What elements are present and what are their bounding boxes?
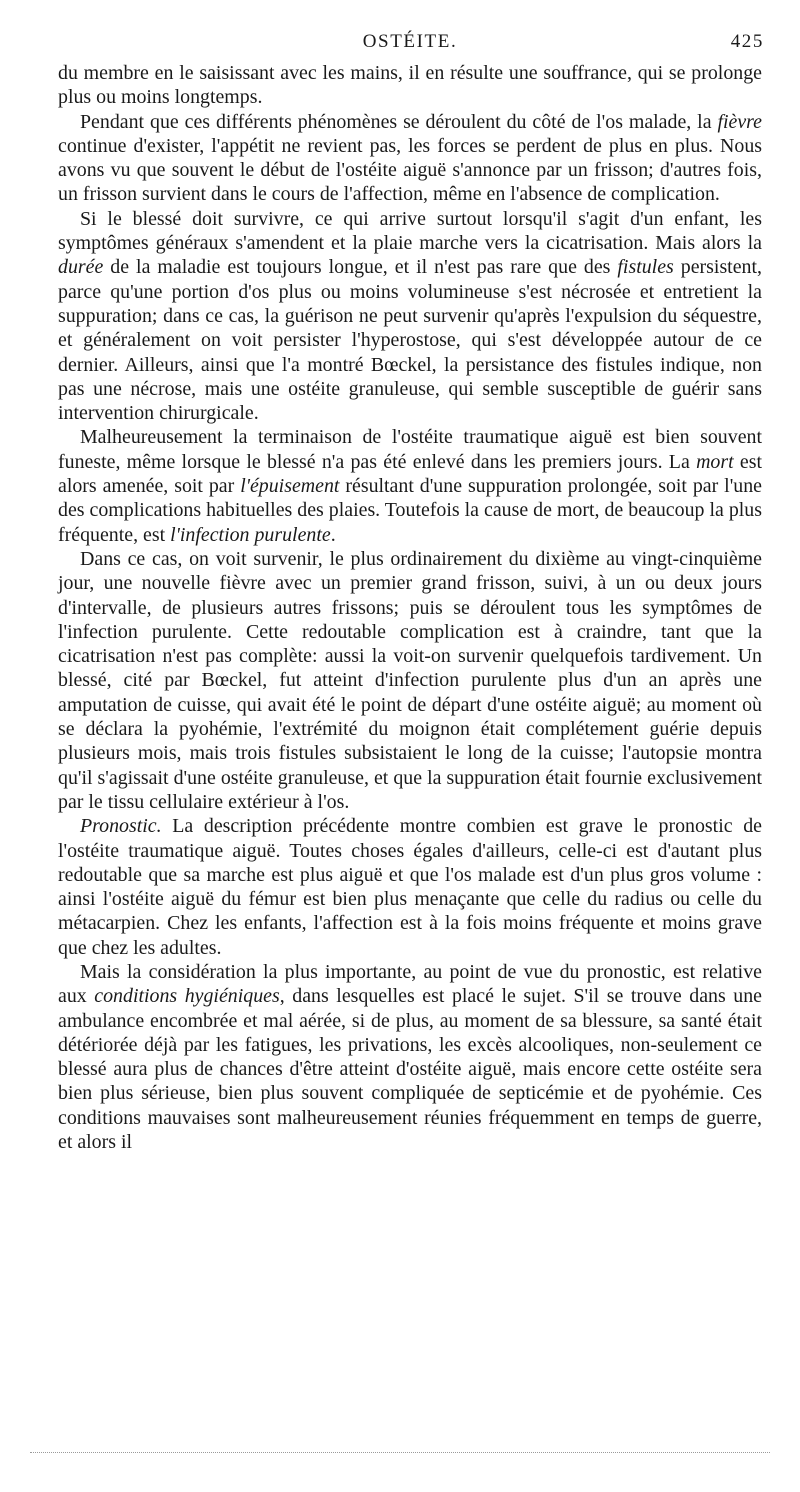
- running-header: [56, 31, 764, 57]
- text-run: .: [330, 523, 336, 546]
- paragraph: [58, 814, 762, 960]
- italic-term: fièvre: [717, 110, 762, 133]
- text-run: de la maladie est toujours longue, et il n'est pas rare que des: [103, 256, 618, 279]
- text-run: Pendant que ces différents phénomènes se déroulent du côté de l'os malade, la: [80, 110, 718, 133]
- text-run: résultant d'une suppuration prolongée, soit par l'une des complications habituelles des plaies. Toutefois la cause de mort, de beaucoup la plus fréquente, est: [58, 475, 763, 546]
- italic-term: l'infection purulente: [170, 523, 331, 546]
- text-run: Mais la considération la plus importante, au point de vue du pronostic, est relative aux: [58, 960, 762, 1008]
- text-run: du membre en le saisissant avec les mains, il en résulte une souffrance, qui se prolonge plus ou moins longtemps.: [58, 62, 762, 109]
- paragraph: [58, 61, 762, 110]
- italic-term: l'épuisement: [240, 475, 340, 498]
- italic-term: durée: [58, 256, 104, 279]
- body-text: [58, 61, 762, 1154]
- paragraph: [58, 110, 762, 207]
- text-run: La description précédente montre combien est grave le pronostic de l'ostéite traumatique aiguë. Toutes choses égales d'ailleurs, celle-ci est d'autant plus redoutable que sa marche est plus aiguë et que l'os malade est d'un plus gros volume : ainsi l'ostéite aiguë du fémur est bien plus menaçante que celle du radius ou celle du métacarpien. Chez les enfants, l'affection est à la fois moins fréquente et moins grave que chez les adultes.: [58, 815, 762, 959]
- italic-term: Pronostic.: [80, 815, 162, 838]
- text-run: Dans ce cas, on voit survenir, le plus ordinairement du dixième au vingt-cinquième jour, une nouvelle fièvre avec un premier grand frisson, suivi, à un ou deux jours d'intervalle, de plusieurs autres frissons; puis se déroulent tous les symptômes de l'infection purulente. Cette redoutable complication est à craindre, tant que la cicatrisation n'est pas complète: aussi la voit-on survenir quelquefois tardivement. Un blessé, cité par Bœckel, fut atteint d'infection purulente plus d'un an après une amputation de cuisse, qui avait été le point de départ d'une ostéite aiguë; au moment où se déclara la pyohémie, l'extrémité du moignon était complétement guérie depuis plusieurs mois, mais trois fistules subsistaient le long de la cuisse; l'autopsie montra qu'il s'agissait d'une ostéite granuleuse, et que la suppuration était fournie exclusivement par le tissu cellulaire extérieur à l'os.: [58, 547, 762, 813]
- italic-term: mort: [696, 450, 734, 473]
- italic-term: fistules: [617, 256, 674, 279]
- text-run: persistent, parce qu'une portion d'os plus ou moins volumineuse s'est nécrosée et entretient la suppuration; dans ce cas, la guérison ne peut survenir qu'après l'expulsion du séquestre, et généralement on voit persister l'hyperostose, qui s'est développée autour de ce dernier. Ailleurs, ainsi que l'a montré Bœckel, la persistance des fistules indique, non pas une nécrose, mais une ostéite granuleuse, qui semble susceptible de guérir sans intervention chirurgicale.: [58, 256, 762, 425]
- paragraph: [58, 207, 762, 426]
- paragraph: [58, 425, 762, 546]
- running-title: OSTÉITE.: [362, 31, 458, 52]
- text-run: Si le blessé doit survivre, ce qui arrive surtout lorsqu'il s'agit d'un enfant, les symptômes généraux s'amendent et la plaie marche vers la cicatrisation. Mais alors la: [58, 207, 762, 255]
- text-run: continue d'exister, l'appétit ne revient pas, les forces se perdent de plus en plus. Nous avons vu que souvent le début de l'ostéite aiguë s'annonce par un frisson; d'autres fois, un frisson survient dans le cours de l'affection, même en l'absence de complication.: [58, 134, 762, 206]
- paragraph: [58, 547, 762, 814]
- text-run: , dans lesquelles est placé le sujet. S'il se trouve dans une ambulance encombrée et mal aérée, si de plus, au moment de sa blessure, sa santé était détériorée déjà par les fatigues, les privations, les excès alcooliques, non-seulement ce blessé aura plus de chances d'être atteint d'ostéite aiguë, mais encore cette ostéite sera bien plus sérieuse, bien plus souvent compliquée de septicémie et de pyohémie. Ces conditions mauvaises sont malheureusement réunies fréquemment en temps de guerre, et alors il: [58, 985, 762, 1154]
- paragraph: [58, 960, 762, 1154]
- italic-term: conditions hygiéniques: [94, 985, 280, 1008]
- page-number: 425: [730, 31, 764, 52]
- text-run: Malheureusement la terminaison de l'ostéite traumatique aiguë est bien souvent funeste, même lorsque le blessé n'a pas été enlevé dans les premiers jours. La: [58, 426, 762, 473]
- text-run: est alors amenée, soit par: [58, 450, 762, 498]
- footer-dotted-rule: [30, 1452, 770, 1453]
